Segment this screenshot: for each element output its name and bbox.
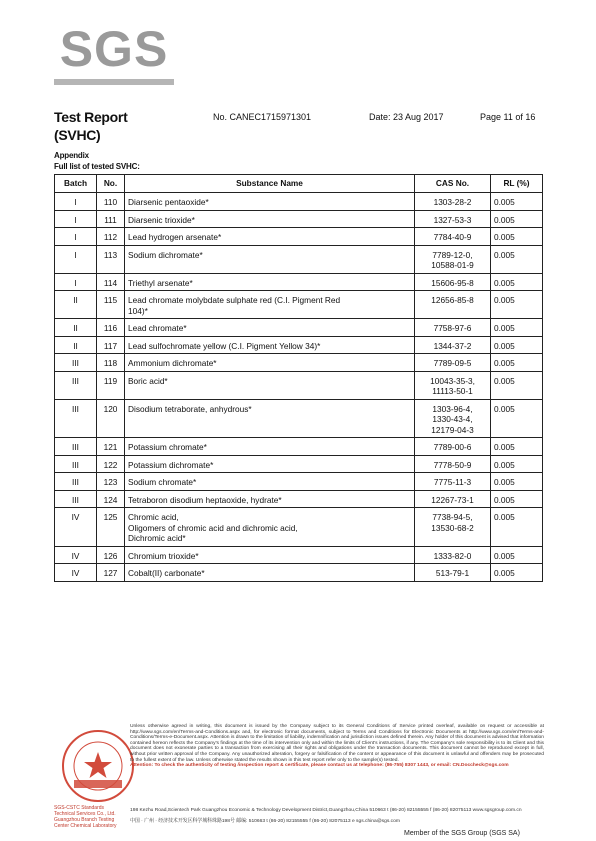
number-cell: 119: [97, 371, 125, 399]
list-title: Full list of tested SVHC:: [54, 162, 140, 171]
batch-cell: IV: [55, 508, 97, 547]
header-cas-no: CAS No.: [415, 175, 491, 193]
substance-name-cell: Sodium chromate*: [125, 473, 415, 491]
number-cell: 114: [97, 273, 125, 291]
batch-cell: III: [55, 399, 97, 438]
table-row: [55, 319, 543, 337]
batch-cell: III: [55, 473, 97, 491]
cas-number-cell: 1303-28-2: [415, 193, 491, 211]
cas-number-cell: 15606-95-8: [415, 273, 491, 291]
member-line: Member of the SGS Group (SGS SA): [404, 830, 520, 837]
substance-name-cell: Ammonium dichromate*: [125, 354, 415, 372]
table-row: [55, 291, 543, 319]
rl-cell: 0.005: [491, 273, 543, 291]
substance-name-cell: Lead chromate*: [125, 319, 415, 337]
rl-cell: 0.005: [491, 490, 543, 508]
batch-cell: I: [55, 228, 97, 246]
table-row: [55, 564, 543, 582]
table-row: [55, 546, 543, 564]
rl-cell: 0.005: [491, 336, 543, 354]
disclaimer-text: [130, 724, 544, 769]
batch-cell: I: [55, 210, 97, 228]
table-row: [55, 245, 543, 273]
rl-cell: 0.005: [491, 564, 543, 582]
svhc-table: [54, 174, 543, 582]
rl-cell: 0.005: [491, 473, 543, 491]
rl-cell: 0.005: [491, 210, 543, 228]
batch-cell: I: [55, 193, 97, 211]
batch-cell: IV: [55, 564, 97, 582]
cas-number-cell: 7784-40-9: [415, 228, 491, 246]
substance-name-cell: Diarsenic trioxide*: [125, 210, 415, 228]
cas-number-cell: 7789-12-0, 10588-01-9: [415, 245, 491, 273]
number-cell: 126: [97, 546, 125, 564]
substance-name-cell: Tetraboron disodium heptaoxide, hydrate*: [125, 490, 415, 508]
cas-number-cell: 7789-00-6: [415, 438, 491, 456]
batch-cell: II: [55, 291, 97, 319]
header-rl: RL (%): [491, 175, 543, 193]
table-row: [55, 399, 543, 438]
rl-cell: 0.005: [491, 319, 543, 337]
substance-name-cell: Potassium chromate*: [125, 438, 415, 456]
number-cell: 122: [97, 455, 125, 473]
rl-cell: 0.005: [491, 508, 543, 547]
table-header-row: [55, 175, 543, 193]
table-row: [55, 473, 543, 491]
rl-cell: 0.005: [491, 245, 543, 273]
cas-number-cell: 1327-53-3: [415, 210, 491, 228]
report-date: Date: 23 Aug 2017: [369, 112, 444, 122]
number-cell: 125: [97, 508, 125, 547]
batch-cell: II: [55, 336, 97, 354]
substance-name-cell: Chromic acid, Oligomers of chromic acid and dichromic acid, Dichromic acid*: [125, 508, 415, 547]
rl-cell: 0.005: [491, 546, 543, 564]
header-substance-name: Substance Name: [125, 175, 415, 193]
table-row: [55, 455, 543, 473]
table-row: [55, 371, 543, 399]
cas-number-cell: 12656-85-8: [415, 291, 491, 319]
substance-name-cell: Disodium tetraborate, anhydrous*: [125, 399, 415, 438]
number-cell: 127: [97, 564, 125, 582]
cas-number-cell: 7758-97-6: [415, 319, 491, 337]
number-cell: 110: [97, 193, 125, 211]
number-cell: 116: [97, 319, 125, 337]
batch-cell: I: [55, 245, 97, 273]
substance-name-cell: Boric acid*: [125, 371, 415, 399]
batch-cell: III: [55, 371, 97, 399]
table-row: [55, 490, 543, 508]
substance-name-cell: Diarsenic pentaoxide*: [125, 193, 415, 211]
batch-cell: I: [55, 273, 97, 291]
rl-cell: 0.005: [491, 455, 543, 473]
rl-cell: 0.005: [491, 193, 543, 211]
cas-number-cell: 513-79-1: [415, 564, 491, 582]
batch-cell: IV: [55, 546, 97, 564]
page-indicator: Page 11 of 16: [480, 112, 536, 122]
batch-cell: III: [55, 490, 97, 508]
rl-cell: 0.005: [491, 228, 543, 246]
number-cell: 115: [97, 291, 125, 319]
sgs-logo: [54, 21, 174, 86]
table-row: [55, 508, 543, 547]
number-cell: 112: [97, 228, 125, 246]
report-title: Test Report: [54, 109, 128, 125]
substance-name-cell: Triethyl arsenate*: [125, 273, 415, 291]
header-no: No.: [97, 175, 125, 193]
disclaimer-body: Unless otherwise agreed in writing, this document is issued by the Company subject to its General Conditions of Service printed overleaf, available on request or accessible at http://www.sgs.com/en/Terms-and-Conditions.aspx and, for electronic format documents, subject to Terms and Conditions for Electronic Documents at http://www.sgs.com/en/Terms-and-Conditions/Terms-e-Document.aspx. Attention is drawn to the limitation of liability, indemnification and jurisdiction issues defined therein. Any holder of this document is advised that information contained hereon reflects the Company's findings at the time of its intervention only and within the limits of Client's instructions, if any. The Company's sole responsibility is to its Client and this document does not exonerate parties to a transaction from exercising all their rights and obligations under the transaction documents. This document cannot be reproduced except in full, without prior written approval of the Company. Any unauthorized alteration, forgery or falsification of the content or appearance of this document is unlawful and offenders may be prosecuted to the fullest extent of the law. Unless otherwise stated the results shown in this test report refer only to the sample(s) tested.: [130, 724, 544, 763]
cas-number-cell: 7789-09-5: [415, 354, 491, 372]
cas-number-cell: 10043-35-3, 11113-50-1: [415, 371, 491, 399]
number-cell: 113: [97, 245, 125, 273]
inspection-seal: [60, 728, 136, 804]
cas-number-cell: 1344-37-2: [415, 336, 491, 354]
report-number: No. CANEC1715971301: [213, 112, 312, 122]
substance-name-cell: Chromium trioxide*: [125, 546, 415, 564]
table-row: [55, 228, 543, 246]
number-cell: 118: [97, 354, 125, 372]
address-english: 198 Kezhu Road,Scientech Park Guangzhou Economic & Technology Development District,Guangzhou,China 510663 t (86-20) 82155555 f (86-20) 82075113 www.sgsgroup.com.cn: [130, 808, 522, 813]
cas-number-cell: 7778-50-9: [415, 455, 491, 473]
appendix-label: Appendix: [54, 151, 89, 160]
cas-number-cell: 1333-82-0: [415, 546, 491, 564]
number-cell: 121: [97, 438, 125, 456]
substance-name-cell: Lead hydrogen arsenate*: [125, 228, 415, 246]
batch-cell: II: [55, 319, 97, 337]
cas-number-cell: 1303-96-4, 1330-43-4, 12179-04-3: [415, 399, 491, 438]
cas-number-cell: 12267-73-1: [415, 490, 491, 508]
batch-cell: III: [55, 438, 97, 456]
logo-text: SGS: [59, 21, 169, 77]
number-cell: 120: [97, 399, 125, 438]
batch-cell: III: [55, 455, 97, 473]
substance-name-cell: Cobalt(II) carbonate*: [125, 564, 415, 582]
number-cell: 117: [97, 336, 125, 354]
batch-cell: III: [55, 354, 97, 372]
number-cell: 123: [97, 473, 125, 491]
substance-name-cell: Lead sulfochromate yellow (C.I. Pigment Yellow 34)*: [125, 336, 415, 354]
header-batch: Batch: [55, 175, 97, 193]
logo-rule: [54, 79, 174, 85]
rl-cell: 0.005: [491, 291, 543, 319]
seal-caption: SGS-CSTC Standards Technical Services Co., Ltd. Guangzhou Branch Testing Center Chemical Laboratory: [54, 805, 117, 829]
table-row: [55, 210, 543, 228]
rl-cell: 0.005: [491, 354, 543, 372]
substance-name-cell: Sodium dichromate*: [125, 245, 415, 273]
table-row: [55, 193, 543, 211]
table-row: [55, 273, 543, 291]
rl-cell: 0.005: [491, 399, 543, 438]
rl-cell: 0.005: [491, 371, 543, 399]
cas-number-cell: 7738-94-5, 13530-68-2: [415, 508, 491, 547]
attention-note: Attention: To check the authenticity of testing /inspection report & certificate, please contact us at telephone: (86-755) 8307 1443, or email: CN.Doccheck@sgs.com: [130, 763, 509, 769]
rl-cell: 0.005: [491, 438, 543, 456]
substance-name-cell: Potassium dichromate*: [125, 455, 415, 473]
address-chinese: 中国 · 广州 · 经济技术开发区科学城科珠路198号 邮编: 510663 t (86-20) 82155555 f (86-20) 82075113 e sgs.china@sgs.com: [130, 819, 400, 824]
number-cell: 124: [97, 490, 125, 508]
table-row: [55, 438, 543, 456]
report-subtitle: (SVHC): [54, 127, 101, 143]
number-cell: 111: [97, 210, 125, 228]
table-row: [55, 336, 543, 354]
cas-number-cell: 7775-11-3: [415, 473, 491, 491]
table-row: [55, 354, 543, 372]
substance-name-cell: Lead chromate molybdate sulphate red (C.I. Pigment Red 104)*: [125, 291, 415, 319]
